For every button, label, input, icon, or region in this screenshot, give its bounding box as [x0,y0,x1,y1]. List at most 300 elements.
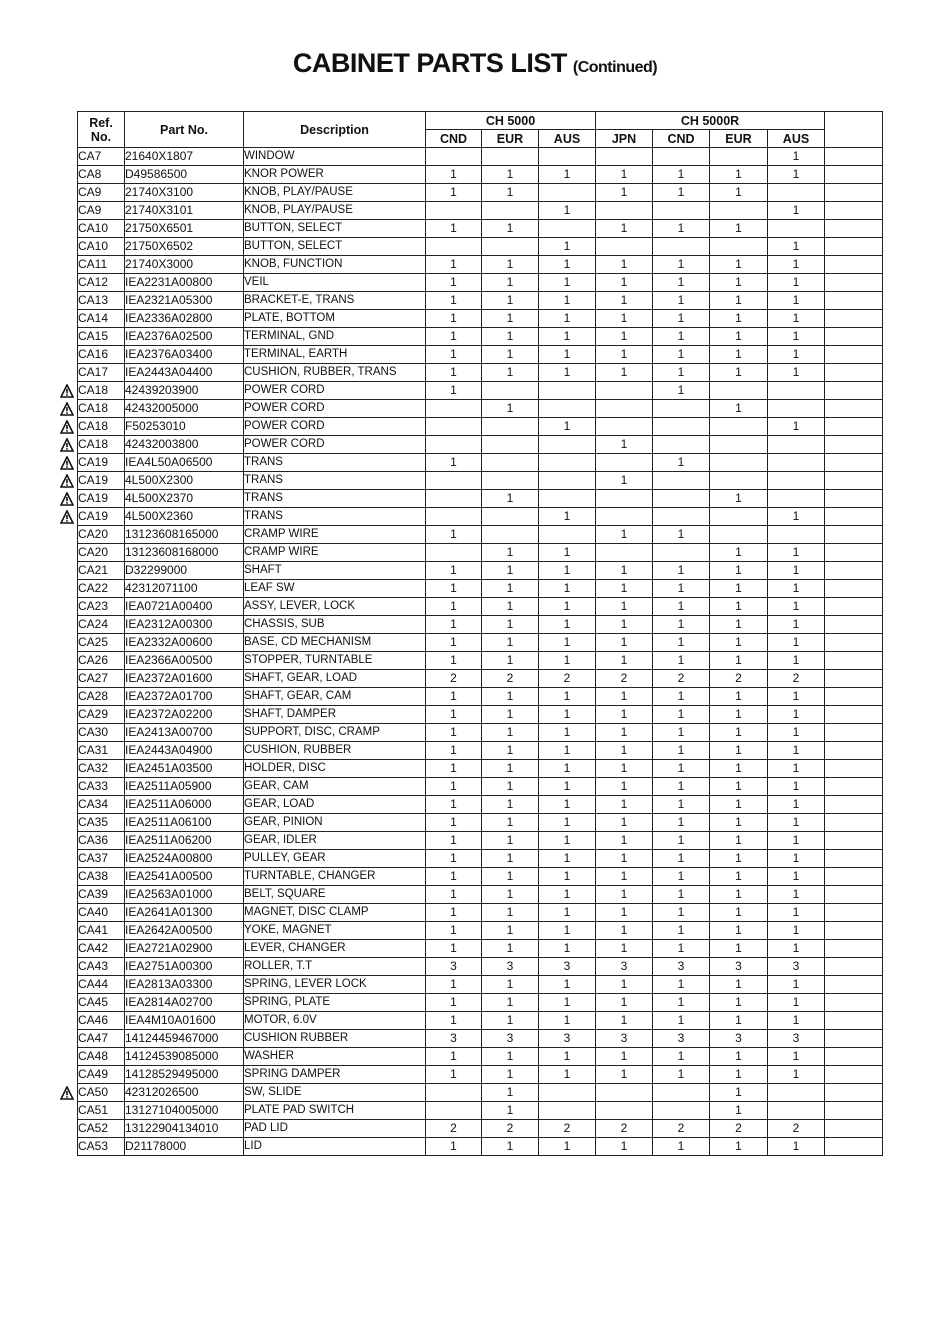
qty-cell: 1 [426,184,482,202]
part-no-cell: IEA4M10A01600 [125,1012,244,1030]
qty-cell: 1 [539,310,596,328]
qty-cell: 3 [539,1030,596,1048]
blank-cell [825,940,883,958]
qty-cell: 1 [596,940,653,958]
part-no-cell: 13123608165000 [125,526,244,544]
qty-cell: 2 [653,1120,710,1138]
qty-cell: 1 [426,382,482,400]
qty-cell: 1 [482,868,539,886]
ref-cell: CA15 [78,328,125,346]
table-row [78,454,883,472]
qty-cell: 1 [710,634,768,652]
qty-cell: 1 [653,688,710,706]
blank-cell [825,1012,883,1030]
qty-cell: 3 [426,958,482,976]
table-row [78,1030,883,1048]
qty-cell: 1 [653,796,710,814]
blank-cell [825,778,883,796]
qty-cell [539,436,596,454]
ref-cell: CA37 [78,850,125,868]
qty-cell: 1 [653,184,710,202]
part-no-cell: IEA2366A00500 [125,652,244,670]
qty-cell: 1 [426,652,482,670]
qty-cell: 1 [710,1138,768,1156]
blank-cell [825,418,883,436]
qty-cell: 1 [710,778,768,796]
qty-cell: 1 [596,832,653,850]
blank-cell [825,400,883,418]
description-cell: SUPPORT, DISC, CRAMP [244,724,426,742]
qty-cell [426,508,482,526]
ref-cell: CA52 [78,1120,125,1138]
qty-cell: 2 [596,1120,653,1138]
part-no-cell: IEA2336A02800 [125,310,244,328]
qty-cell: 1 [768,760,825,778]
qty-cell: 1 [426,580,482,598]
qty-cell: 1 [539,850,596,868]
blank-cell [825,652,883,670]
qty-cell [596,508,653,526]
qty-cell: 2 [710,1120,768,1138]
description-cell: ROLLER, T.T [244,958,426,976]
blank-cell [825,184,883,202]
part-no-cell: IEA2751A00300 [125,958,244,976]
ref-cell: CA8 [78,166,125,184]
qty-cell: 1 [539,1048,596,1066]
qty-cell: 1 [426,922,482,940]
qty-cell: 3 [482,958,539,976]
qty-cell: 1 [768,256,825,274]
qty-cell [653,544,710,562]
qty-cell: 1 [768,940,825,958]
qty-cell: 1 [653,760,710,778]
qty-cell: 2 [768,670,825,688]
part-no-cell: 13122904134010 [125,1120,244,1138]
header-group-ch5000: CH 5000 [426,112,596,130]
description-cell: TRANS [244,508,426,526]
blank-cell [825,544,883,562]
table-row [78,976,883,994]
qty-cell: 1 [426,616,482,634]
qty-cell: 1 [596,796,653,814]
part-no-cell: 21750X6501 [125,220,244,238]
qty-cell: 1 [426,886,482,904]
ref-cell: CA25 [78,634,125,652]
table-row [78,1102,883,1120]
qty-cell: 1 [482,796,539,814]
qty-cell: 1 [653,832,710,850]
qty-cell: 1 [482,490,539,508]
header-g2-eur: EUR [710,130,768,148]
qty-cell: 2 [539,1120,596,1138]
part-no-cell: D21178000 [125,1138,244,1156]
qty-cell: 1 [596,760,653,778]
qty-cell [539,400,596,418]
qty-cell: 1 [596,310,653,328]
qty-cell: 1 [426,562,482,580]
qty-cell: 1 [539,508,596,526]
qty-cell: 1 [482,166,539,184]
qty-cell: 3 [653,958,710,976]
qty-cell: 1 [482,634,539,652]
qty-cell: 1 [426,454,482,472]
qty-cell [426,490,482,508]
qty-cell: 1 [710,688,768,706]
qty-cell: 1 [710,598,768,616]
table-row [78,1048,883,1066]
qty-cell: 1 [768,832,825,850]
qty-cell: 1 [539,562,596,580]
description-cell: ASSY, LEVER, LOCK [244,598,426,616]
description-cell: SW, SLIDE [244,1084,426,1102]
qty-cell [710,148,768,166]
blank-cell [825,328,883,346]
ref-cell: CA18 [78,436,125,454]
description-cell: WINDOW [244,148,426,166]
table-row [78,868,883,886]
part-no-cell: IEA4L50A06500 [125,454,244,472]
qty-cell [596,382,653,400]
qty-cell: 1 [596,1048,653,1066]
qty-cell: 2 [482,1120,539,1138]
qty-cell [426,238,482,256]
qty-cell [482,382,539,400]
part-no-cell: 42312026500 [125,1084,244,1102]
qty-cell: 1 [768,868,825,886]
ref-cell: CA36 [78,832,125,850]
qty-cell: 1 [539,580,596,598]
qty-cell: 1 [768,346,825,364]
qty-cell: 3 [710,1030,768,1048]
qty-cell: 1 [482,328,539,346]
qty-cell: 1 [710,1066,768,1084]
part-no-cell: 42432003800 [125,436,244,454]
qty-cell: 1 [596,724,653,742]
qty-cell: 1 [426,742,482,760]
description-cell: SHAFT [244,562,426,580]
part-no-cell: IEA2563A01000 [125,886,244,904]
qty-cell [482,472,539,490]
qty-cell: 1 [596,778,653,796]
qty-cell [596,454,653,472]
qty-cell [596,490,653,508]
table-row [78,670,883,688]
qty-cell: 1 [653,292,710,310]
qty-cell: 1 [710,220,768,238]
qty-cell: 1 [539,706,596,724]
ref-cell: CA41 [78,922,125,940]
qty-cell [768,472,825,490]
qty-cell: 1 [539,256,596,274]
ref-cell: CA40 [78,904,125,922]
qty-cell: 1 [710,796,768,814]
qty-cell: 1 [596,922,653,940]
blank-cell [825,688,883,706]
blank-cell [825,166,883,184]
qty-cell: 1 [768,922,825,940]
blank-cell [825,238,883,256]
qty-cell: 1 [426,1048,482,1066]
description-cell: TERMINAL, EARTH [244,346,426,364]
qty-cell [710,526,768,544]
qty-cell: 1 [482,706,539,724]
qty-cell: 1 [539,688,596,706]
description-cell: CUSHION RUBBER [244,1030,426,1048]
qty-cell: 1 [653,1012,710,1030]
ref-cell: CA48 [78,1048,125,1066]
qty-cell: 1 [596,742,653,760]
part-no-cell: 21640X1807 [125,148,244,166]
qty-cell [768,400,825,418]
qty-cell [539,472,596,490]
qty-cell: 1 [482,400,539,418]
qty-cell: 1 [768,796,825,814]
qty-cell: 1 [768,508,825,526]
qty-cell: 1 [710,346,768,364]
qty-cell: 1 [710,832,768,850]
description-cell: BELT, SQUARE [244,886,426,904]
qty-cell: 1 [539,724,596,742]
qty-cell: 1 [710,1084,768,1102]
qty-cell [768,1084,825,1102]
qty-cell [596,1084,653,1102]
ref-cell: CA44 [78,976,125,994]
ref-cell: CA16 [78,346,125,364]
qty-cell: 1 [596,526,653,544]
blank-cell [825,868,883,886]
table-row [78,904,883,922]
qty-cell: 1 [710,994,768,1012]
blank-cell [825,598,883,616]
qty-cell: 1 [653,580,710,598]
header-ref-no [78,112,125,148]
ref-cell: CA18 [78,400,125,418]
qty-cell: 1 [482,616,539,634]
qty-cell: 1 [539,1012,596,1030]
qty-cell: 1 [653,706,710,724]
qty-cell: 1 [710,490,768,508]
blank-cell [825,508,883,526]
blank-cell [825,742,883,760]
qty-cell: 1 [426,868,482,886]
qty-cell: 1 [768,904,825,922]
qty-cell: 1 [426,220,482,238]
qty-cell: 1 [710,814,768,832]
ref-cell: CA51 [78,1102,125,1120]
description-cell: CHASSIS, SUB [244,616,426,634]
qty-cell: 1 [768,1066,825,1084]
description-cell: WASHER [244,1048,426,1066]
qty-cell: 1 [426,598,482,616]
qty-cell: 1 [426,994,482,1012]
part-no-cell: 13127104005000 [125,1102,244,1120]
table-row [78,148,883,166]
qty-cell: 3 [539,958,596,976]
qty-cell: 1 [426,274,482,292]
qty-cell [539,184,596,202]
qty-cell: 1 [482,544,539,562]
description-cell: SPRING, LEVER LOCK [244,976,426,994]
qty-cell: 1 [426,760,482,778]
description-cell: BRACKET-E, TRANS [244,292,426,310]
qty-cell: 1 [653,1138,710,1156]
qty-cell: 1 [653,526,710,544]
qty-cell: 1 [482,832,539,850]
qty-cell [653,1102,710,1120]
qty-cell: 1 [539,364,596,382]
qty-cell: 1 [710,706,768,724]
blank-cell [825,346,883,364]
qty-cell: 1 [596,1138,653,1156]
table-row [78,940,883,958]
header-g1-eur: EUR [482,130,539,148]
qty-cell: 1 [426,832,482,850]
table-row [78,562,883,580]
description-cell: HOLDER, DISC [244,760,426,778]
part-no-cell: 42312071100 [125,580,244,598]
qty-cell: 1 [710,940,768,958]
table-row [78,544,883,562]
description-cell: SHAFT, DAMPER [244,706,426,724]
qty-cell: 1 [653,976,710,994]
header-description: Description [244,112,426,148]
qty-cell: 3 [426,1030,482,1048]
description-cell: CRAMP WIRE [244,526,426,544]
qty-cell: 1 [539,922,596,940]
qty-cell: 1 [596,904,653,922]
ref-cell: CA19 [78,490,125,508]
qty-cell: 1 [768,1012,825,1030]
description-cell: KNOB, FUNCTION [244,256,426,274]
qty-cell [653,508,710,526]
qty-cell [596,238,653,256]
qty-cell: 1 [482,256,539,274]
qty-cell [539,526,596,544]
ref-cell: CA33 [78,778,125,796]
qty-cell [426,400,482,418]
description-cell: LEAF SW [244,580,426,598]
ref-cell: CA23 [78,598,125,616]
qty-cell: 1 [653,328,710,346]
qty-cell: 1 [653,652,710,670]
blank-cell [825,436,883,454]
blank-cell [825,1084,883,1102]
qty-cell: 1 [768,1048,825,1066]
qty-cell: 1 [596,184,653,202]
qty-cell: 1 [482,1066,539,1084]
qty-cell [596,544,653,562]
qty-cell: 1 [653,868,710,886]
table-row [78,256,883,274]
qty-cell: 1 [539,544,596,562]
qty-cell [768,454,825,472]
qty-cell: 1 [426,166,482,184]
qty-cell [596,400,653,418]
qty-cell: 1 [596,814,653,832]
qty-cell: 3 [596,958,653,976]
qty-cell: 1 [653,364,710,382]
qty-cell: 1 [482,1102,539,1120]
qty-cell: 1 [710,328,768,346]
description-cell: YOKE, MAGNET [244,922,426,940]
table-row [78,634,883,652]
qty-cell [482,202,539,220]
qty-cell [653,472,710,490]
qty-cell: 2 [426,1120,482,1138]
qty-cell: 1 [482,580,539,598]
table-row [78,886,883,904]
qty-cell: 1 [539,760,596,778]
qty-cell: 1 [768,688,825,706]
ref-cell: CA53 [78,1138,125,1156]
description-cell: SHAFT, GEAR, LOAD [244,670,426,688]
qty-cell [768,1102,825,1120]
qty-cell [596,202,653,220]
qty-cell: 3 [768,958,825,976]
qty-cell: 1 [596,616,653,634]
blank-cell [825,616,883,634]
qty-cell: 1 [653,256,710,274]
qty-cell: 1 [539,940,596,958]
ref-cell: CA9 [78,184,125,202]
qty-cell [710,418,768,436]
ref-cell: CA47 [78,1030,125,1048]
table-row [78,742,883,760]
qty-cell: 2 [596,670,653,688]
qty-cell [482,526,539,544]
blank-cell [825,760,883,778]
qty-cell: 1 [653,1066,710,1084]
qty-cell: 1 [482,220,539,238]
qty-cell: 1 [482,1048,539,1066]
blank-cell [825,670,883,688]
ref-cell: CA22 [78,580,125,598]
qty-cell [653,436,710,454]
qty-cell: 1 [596,328,653,346]
table-row [78,688,883,706]
qty-cell: 1 [710,760,768,778]
table-row [78,1012,883,1030]
blank-cell [825,256,883,274]
blank-cell [825,1048,883,1066]
blank-cell [825,886,883,904]
safety-warning-icon [60,456,74,470]
part-no-cell: F50253010 [125,418,244,436]
ref-cell: CA39 [78,886,125,904]
table-row [78,1138,883,1156]
part-no-cell: IEA0721A00400 [125,598,244,616]
safety-warning-icon [60,402,74,416]
description-cell: GEAR, CAM [244,778,426,796]
qty-cell: 1 [426,310,482,328]
blank-cell [825,994,883,1012]
qty-cell [596,148,653,166]
qty-cell: 1 [482,778,539,796]
qty-cell: 1 [710,742,768,760]
part-no-cell: 13123608168000 [125,544,244,562]
qty-cell: 1 [482,886,539,904]
qty-cell: 1 [653,994,710,1012]
qty-cell: 1 [653,616,710,634]
qty-cell [653,148,710,166]
description-cell: CRAMP WIRE [244,544,426,562]
qty-cell [653,418,710,436]
table-row [78,1066,883,1084]
part-no-cell: IEA2413A00700 [125,724,244,742]
qty-cell: 1 [768,706,825,724]
table-row [78,292,883,310]
ref-cell: CA19 [78,454,125,472]
